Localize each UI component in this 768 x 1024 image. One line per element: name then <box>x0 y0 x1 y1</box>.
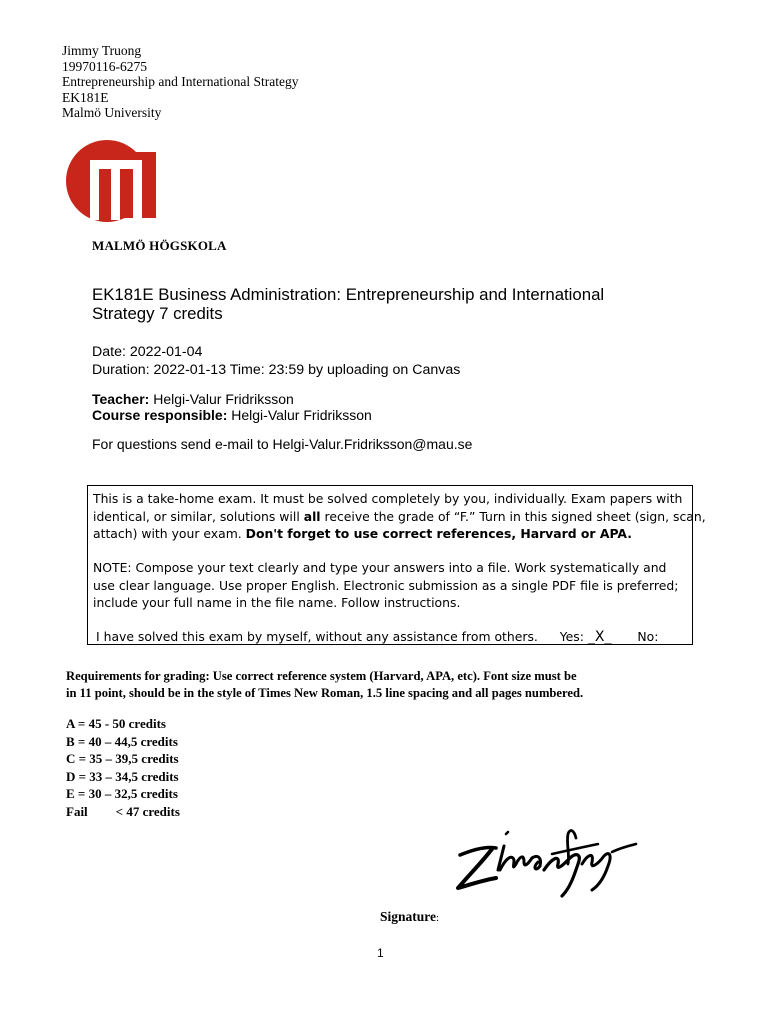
instruction-text: identical, or similar, solutions will <box>93 508 304 524</box>
grading-requirements <box>66 668 583 702</box>
handwritten-signature <box>452 824 646 898</box>
student-course-name: Entrepreneurship and International Strategy <box>62 74 299 90</box>
teacher-line <box>92 391 372 407</box>
teacher-name: Helgi-Valur Fridriksson <box>149 391 294 407</box>
requirements-line: in 11 point, should be in the style of Times New Roman, 1.5 line spacing and all pages numbered. <box>66 686 584 700</box>
signature-label <box>380 909 439 925</box>
course-title <box>92 285 692 323</box>
exam-duration: Duration: 2022-01-13 Time: 23:59 by uploading on Canvas <box>92 362 461 378</box>
grade-a: A = 45 - 50 credits <box>66 716 166 731</box>
school-name: MALMÖ HÖGSKOLA <box>92 238 227 253</box>
instruction-line: NOTE: Compose your text clearly and type your answers into a file. Work systematically and <box>93 560 667 575</box>
contact-line: For questions send e-mail to Helgi-Valur.Fridriksson@mau.se <box>92 436 473 452</box>
signature-text: Signature <box>380 909 437 924</box>
instruction-line: include your full name in the file name. Follow instructions. <box>93 595 461 610</box>
instruction-emphasis: all <box>303 508 321 524</box>
student-course-code: EK181E <box>62 89 109 105</box>
instruction-paragraph-honesty <box>93 490 706 543</box>
declaration-line <box>96 628 658 647</box>
instruction-text: receive the grade of “F.” Turn in this signed sheet (sign, scan, <box>320 508 706 524</box>
responsible-line <box>92 407 372 423</box>
course-title-line2: Strategy 7 credits <box>92 304 223 323</box>
instruction-paragraph-note <box>93 559 678 612</box>
grade-e: E = 30 – 32,5 credits <box>66 786 178 802</box>
instruction-box <box>87 485 706 645</box>
instruction-line: This is a take-home exam. It must be solved completely by you, individually. Exam papers with <box>93 491 683 506</box>
page-number: 1 <box>377 946 384 960</box>
responsible-name: Helgi-Valur Fridriksson <box>227 407 372 423</box>
course-title-line1: EK181E Business Administration: Entrepreneurship and International <box>92 285 605 304</box>
grade-fail <box>66 803 180 821</box>
student-info <box>62 43 299 121</box>
yes-mark: _X_ <box>587 629 612 645</box>
grade-d: D = 33 – 34,5 credits <box>66 768 179 784</box>
grade-c: C = 35 – 39,5 credits <box>66 751 179 767</box>
grade-b: B = 40 – 44,5 credits <box>66 733 178 749</box>
grade-scale <box>66 715 180 821</box>
university-logo <box>66 140 156 222</box>
exam-date: Date: 2022-01-04 <box>92 344 203 360</box>
instruction-emphasis: Don't forget to use correct references, Harvard or APA. <box>245 526 632 541</box>
yes-label: Yes: <box>559 629 584 644</box>
teacher-label: Teacher: <box>92 391 150 407</box>
instruction-text: attach) with your exam. <box>93 526 246 541</box>
responsible-label: Course responsible: <box>92 407 228 423</box>
no-label: No: <box>637 629 659 644</box>
fail-label: Fail <box>66 803 88 819</box>
course-staff <box>92 391 372 423</box>
fail-value: < 47 credits <box>115 803 180 819</box>
instruction-line <box>93 508 706 526</box>
exam-dates <box>92 343 460 379</box>
student-id: 19970116-6275 <box>62 58 147 74</box>
instruction-line <box>93 525 706 543</box>
student-name: Jimmy Truong <box>62 43 142 58</box>
signature-colon: : <box>436 912 440 924</box>
student-university: Malmö University <box>62 105 162 121</box>
instruction-line: use clear language. Use proper English. Electronic submission as a single PDF file is preferred; <box>93 577 679 593</box>
requirements-line: Requirements for grading: Use correct reference system (Harvard, APA, etc). Font size must be <box>66 669 577 683</box>
declaration-text: I have solved this exam by myself, without any assistance from others. <box>96 629 538 644</box>
